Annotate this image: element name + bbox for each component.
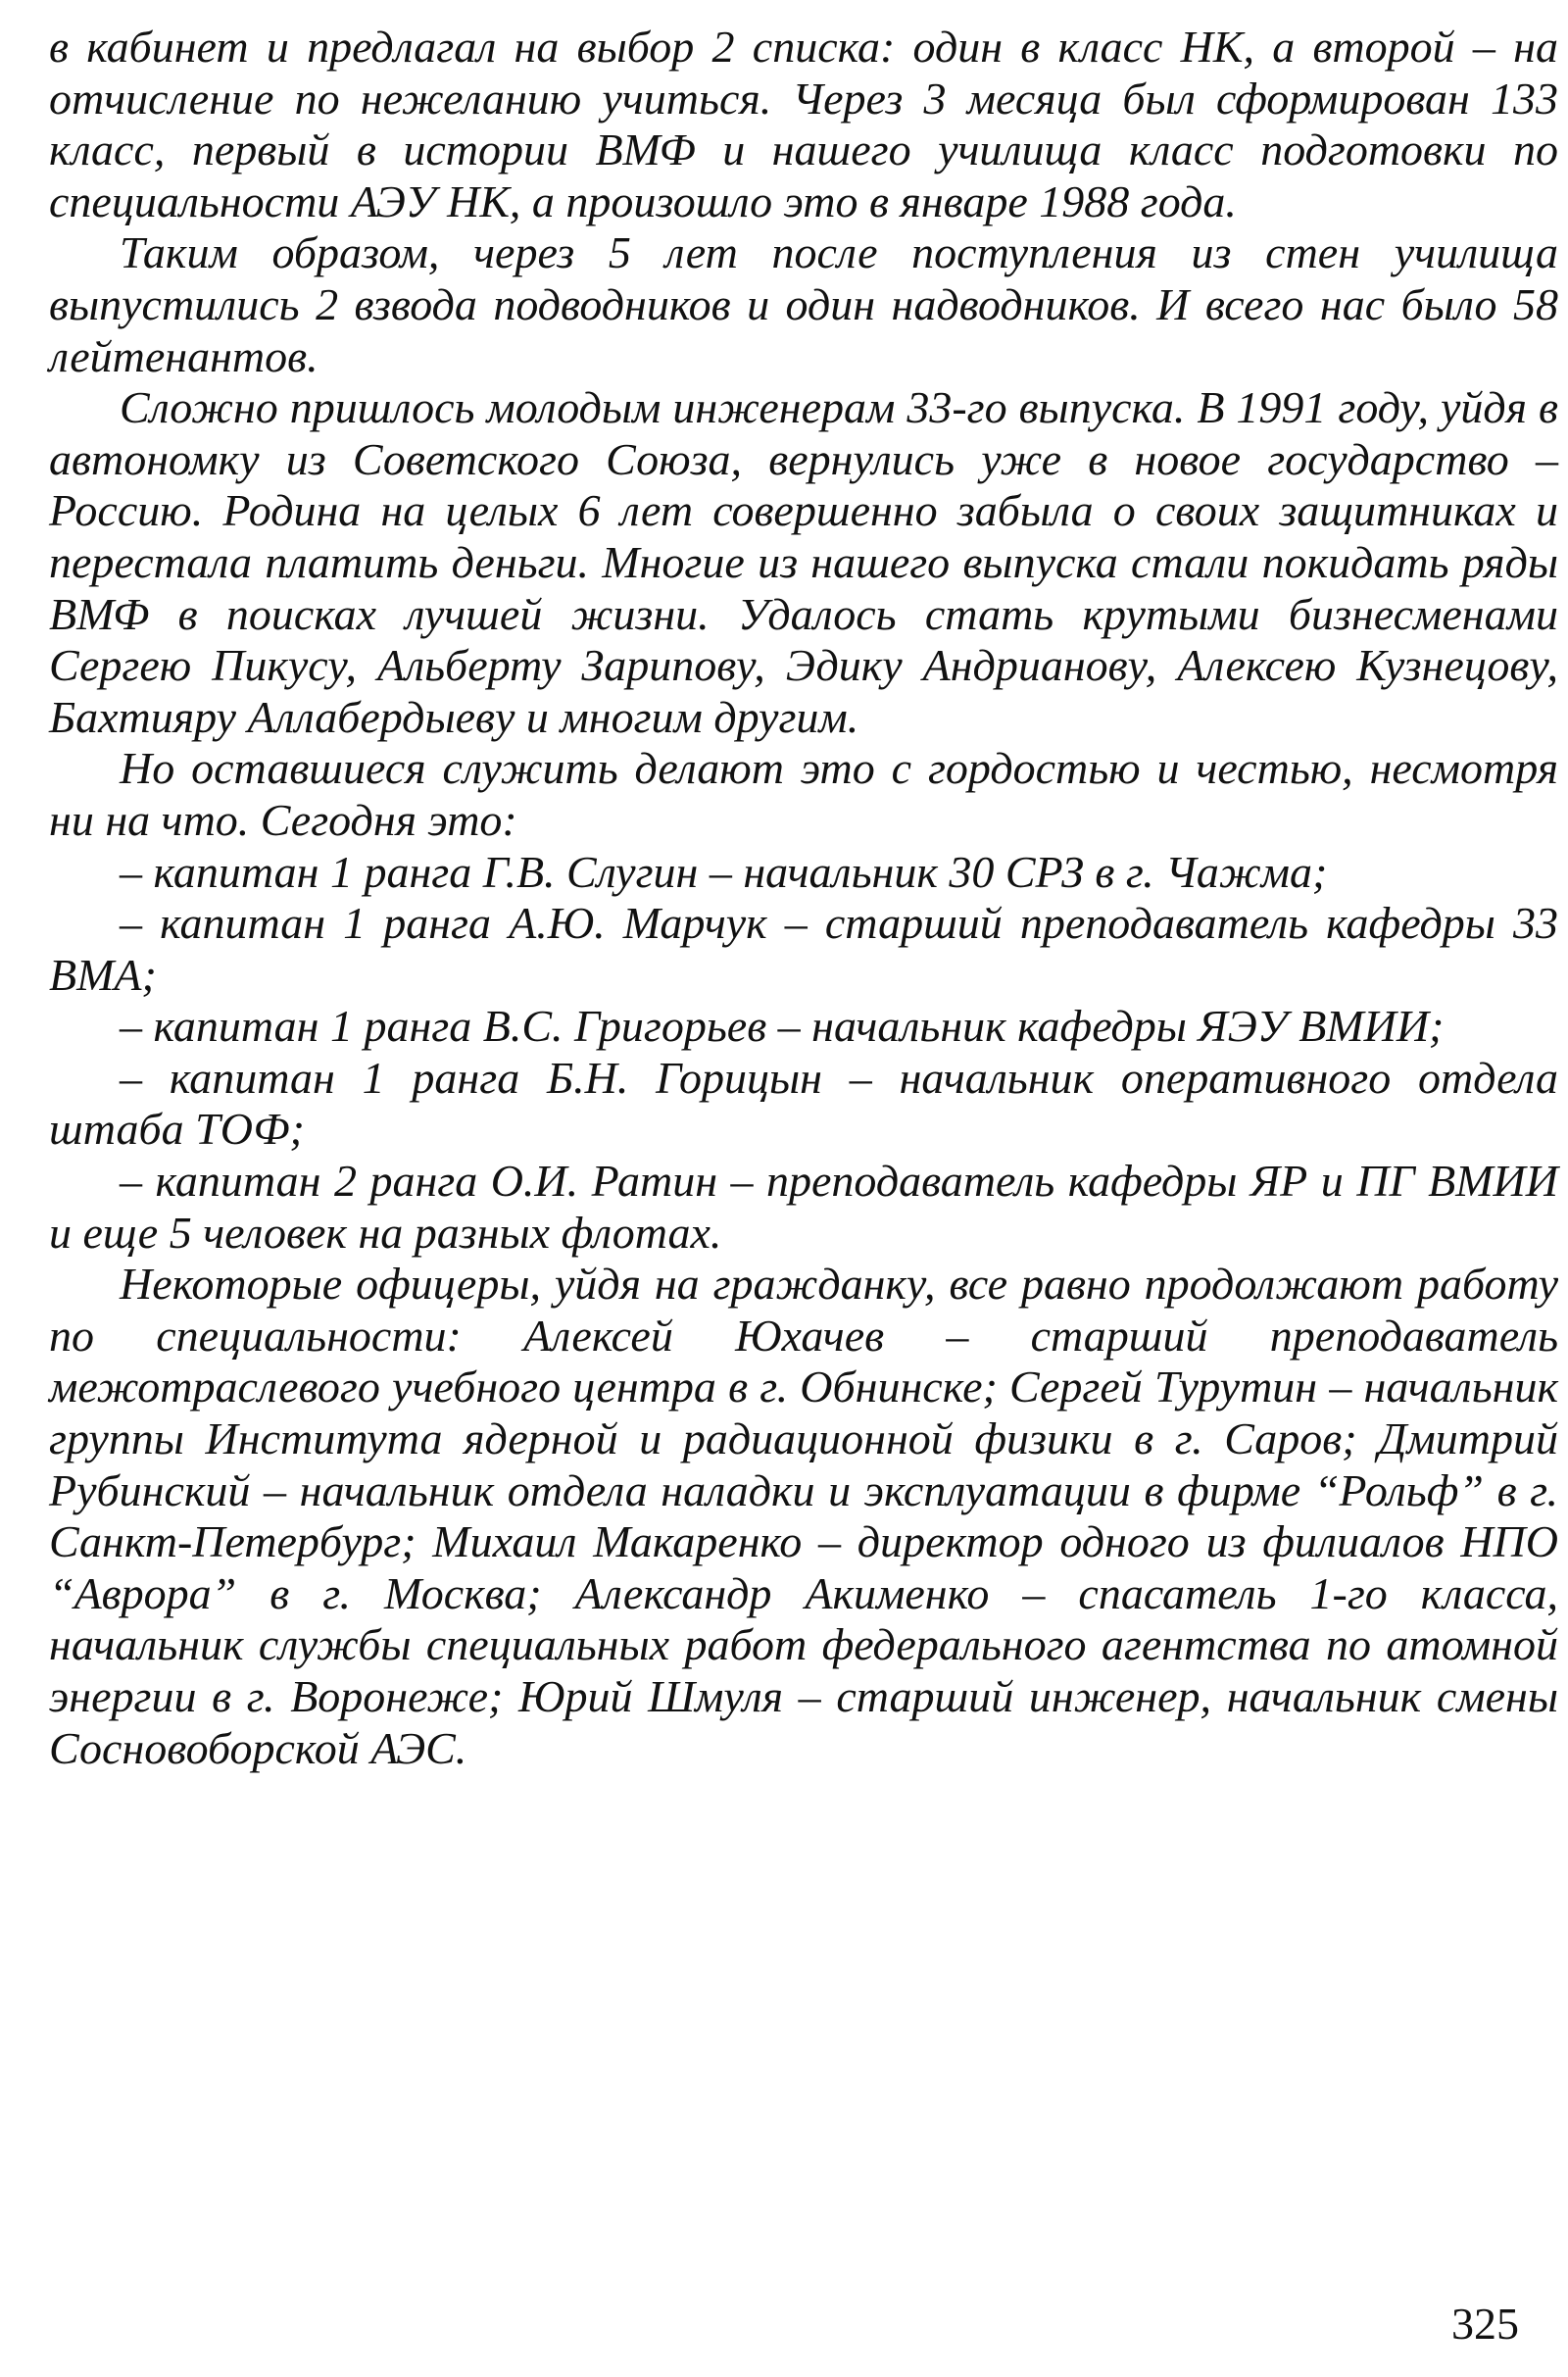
page-body (49, 22, 1558, 1774)
list-item-goritsyn: – капитан 1 ранга Б.Н. Горицын – начальник оперативного отдела штаба ТОФ; (49, 1052, 1558, 1155)
paragraph-continuation: в кабинет и предлагал на выбор 2 списка: один в класс НК, а второй – на отчисление по нежеланию учиться. Через 3 месяца был сформирован 133 класс, первый в истории ВМФ и нашего училища класс подготовки по специальности АЭУ НК, а произошло это в январе 1988 года. (49, 22, 1558, 226)
paragraph-graduation: Таким образом, через 5 лет после поступления из стен училища выпустились 2 взвода подводников и один надводников. И всего нас было 58 лейтенантов. (49, 227, 1558, 381)
list-item-slugin: – капитан 1 ранга Г.В. Слугин – начальник 30 СРЗ в г. Чажма; (120, 846, 1328, 897)
paragraph-civilian-officers: Некоторые офицеры, уйдя на гражданку, все равно продолжают работу по специальности: Алексей Юхачев – старший преподаватель межотраслевого учебного центра в г. Обнинске; Сергей Турутин – начальник группы Института ядерной и радиационной физики в г. Саров; Дмитрий Рубинский – начальник отдела наладки и эксплуатации в фирме “Рольф” в г. Санкт-Петербург; Михаил Макаренко – директор одного из филиалов НПО “Аврора” в г. Москва; Александр Акименко – спасатель 1-го класса, начальник службы специальных работ федерального агентства по атомной энергии в г. Воронеже; Юрий Шмуля – старший инженер, начальник смены Сосновоборской АЭС. (49, 1259, 1558, 1773)
page-number: 325 (1451, 2299, 1519, 2349)
list-item-marchuk: – капитан 1 ранга А.Ю. Марчук – старший преподаватель кафедры 33 ВМА; (49, 898, 1558, 1000)
list-item-ratin: – капитан 2 ранга О.И. Ратин – преподаватель кафедры ЯР и ПГ ВМИИ и еще 5 человек на разных флотах. (49, 1156, 1558, 1258)
paragraph-serving-today: Но оставшиеся служить делают это с гордостью и честью, несмотря ни на что. Сегодня это: (49, 743, 1558, 845)
list-item-grigoriev: – капитан 1 ранга В.С. Григорьев – начальник кафедры ЯЭУ ВМИИ; (120, 1001, 1445, 1052)
paragraph-hard-times: Сложно пришлось молодым инженерам 33-го выпуска. В 1991 году, уйдя в автономку из Советского Союза, вернулись уже в новое государство – Россию. Родина на целых 6 лет совершенно забыла о своих защитниках и перестала платить деньги. Многие из нашего выпуска стали покидать ряды ВМФ в поисках лучшей жизни. Удалось стать крутыми бизнесменами Сергею Пикусу, Альберту Зарипову, Эдику Андрианову, Алексею Кузнецову, Бахтияру Аллабердыеву и многим другим. (49, 382, 1558, 742)
